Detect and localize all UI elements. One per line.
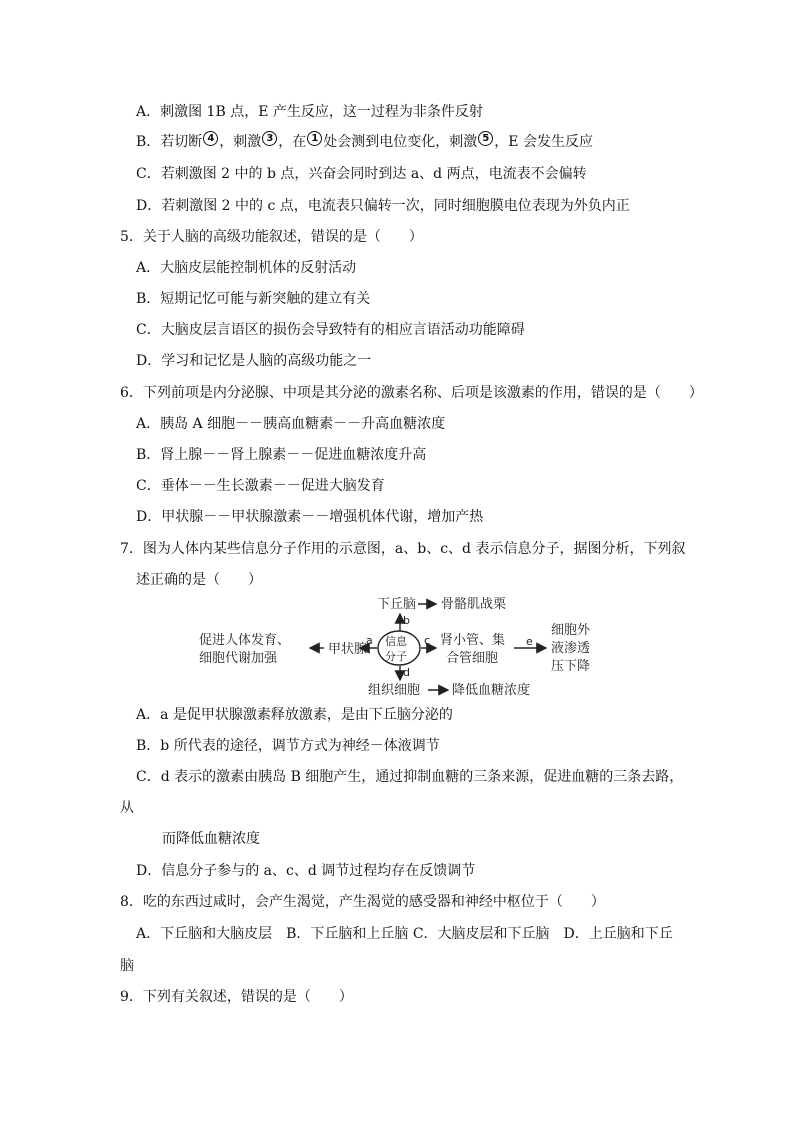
- label-b: b: [403, 614, 410, 627]
- bottom-effect: 降低血糖浓度: [452, 683, 531, 698]
- q8-stem: 8．吃的东西过咸时，会产生渴觉，产生渴觉的感受器和神经中枢位于（ ）: [120, 894, 605, 910]
- q6-option-a: A．胰岛 A 细胞－－胰高血糖素－－升高血糖浓度: [136, 416, 446, 432]
- right-organ-2: 合管细胞: [446, 651, 499, 666]
- q7-option-b: B．b 所代表的途径，调节方式为神经－体液调节: [136, 738, 440, 754]
- q7-option-c-line1: C．d 表示的激素由胰岛 B 细胞产生，通过抑制血糖的三条来源，促进血糖的三条去路，: [136, 769, 684, 785]
- bottom-organ: 组织细胞: [368, 683, 421, 698]
- label-d: d: [403, 666, 410, 679]
- q7-option-c-line2: 从: [120, 800, 134, 816]
- circled-number: 5: [478, 131, 493, 146]
- right-organ-1: 肾小管、集: [440, 633, 506, 648]
- signal-molecule-diagram: [196, 594, 594, 698]
- label-e: e: [526, 635, 533, 648]
- q5-option-b: B．短期记忆可能与新突触的建立有关: [136, 291, 371, 307]
- circled-number: 4: [203, 131, 218, 146]
- q4-option-b-text: B．若切断: [136, 134, 203, 150]
- diagram-svg: [196, 594, 594, 698]
- q5-option-d: D．学习和记忆是人脑的高级功能之一: [136, 353, 372, 369]
- q4-option-b-text: ，刺激: [219, 134, 262, 150]
- center-label-1: 信息: [385, 635, 407, 648]
- right-effect-2: 液渗透: [551, 641, 591, 656]
- q4-option-b-text: ，E 会发生反应: [494, 134, 593, 150]
- q5-stem: 5．关于人脑的高级功能叙述，错误的是（ ）: [120, 229, 423, 245]
- q8-options: A．下丘脑和大脑皮层 B．下丘脑和上丘脑 C．大脑皮层和下丘脑 D．上丘脑和下丘: [136, 926, 673, 942]
- q5-option-c: C．大脑皮层言语区的损伤会导致特有的相应言语活动功能障碍: [136, 322, 525, 338]
- center-label-2: 分子: [385, 650, 407, 663]
- q4-option-c: C．若刺激图 2 中的 b 点，兴奋会同时到达 a、d 两点，电流表不会偏转: [136, 166, 587, 182]
- q6-stem: 6．下列前项是内分泌腺、中项是其分泌的激素名称、后项是该激素的作用，错误的是（ ）: [120, 385, 703, 401]
- q6-option-d: D．甲状腺－－甲状腺激素－－增强机体代谢，增加产热: [136, 509, 484, 525]
- right-effect-1: 细胞外: [551, 623, 591, 638]
- label-a: a: [366, 634, 373, 647]
- right-effect-3: 压下降: [551, 659, 591, 674]
- circled-number: 1: [307, 131, 322, 146]
- q6-option-c: C．垂体－－生长激素－－促进大脑发育: [136, 478, 385, 494]
- q7-stem-line1: 7．图为人体内某些信息分子作用的示意图，a、b、c、d 表示信息分子，据图分析，下列叙: [120, 541, 686, 557]
- q4-option-b: [136, 131, 593, 152]
- circled-number: 3: [262, 131, 277, 146]
- q4-option-d: D．若刺激图 2 中的 c 点，电流表只偏转一次，同时细胞膜电位表现为外负内正: [136, 198, 630, 214]
- q7-option-c-line3: 而降低血糖浓度: [162, 831, 260, 847]
- diagram-top-organ: 下丘脑: [377, 597, 417, 612]
- q7-option-d: D．信息分子参与的 a、c、d 调节过程均存在反馈调节: [136, 863, 476, 879]
- label-c: c: [424, 634, 431, 647]
- q5-option-a: A．大脑皮层能控制机体的反射活动: [136, 260, 357, 276]
- q6-option-b: B．肾上腺－－肾上腺素－－促进血糖浓度升高: [136, 447, 427, 463]
- q9-stem: 9．下列有关叙述，错误的是（ ）: [120, 989, 353, 1005]
- q7-stem-line2: 述正确的是（ ）: [136, 572, 262, 588]
- q8-options-cont: 脑: [120, 958, 134, 974]
- q7-option-a: A．a 是促甲状腺激素释放激素，是由下丘脑分泌的: [136, 707, 453, 723]
- diagram-top-effect: 骨骼肌战栗: [441, 597, 507, 612]
- left-effect-1: 促进人体发育、: [199, 633, 291, 648]
- q4-option-a: A．刺激图 1B 点，E 产生反应，这一过程为非条件反射: [136, 104, 483, 120]
- q4-option-b-text: ，在: [278, 134, 307, 150]
- left-effect-2: 细胞代谢加强: [199, 651, 278, 666]
- left-organ: 甲状腺: [328, 642, 368, 657]
- q4-option-b-text: 处会测到电位变化，刺激: [323, 134, 478, 150]
